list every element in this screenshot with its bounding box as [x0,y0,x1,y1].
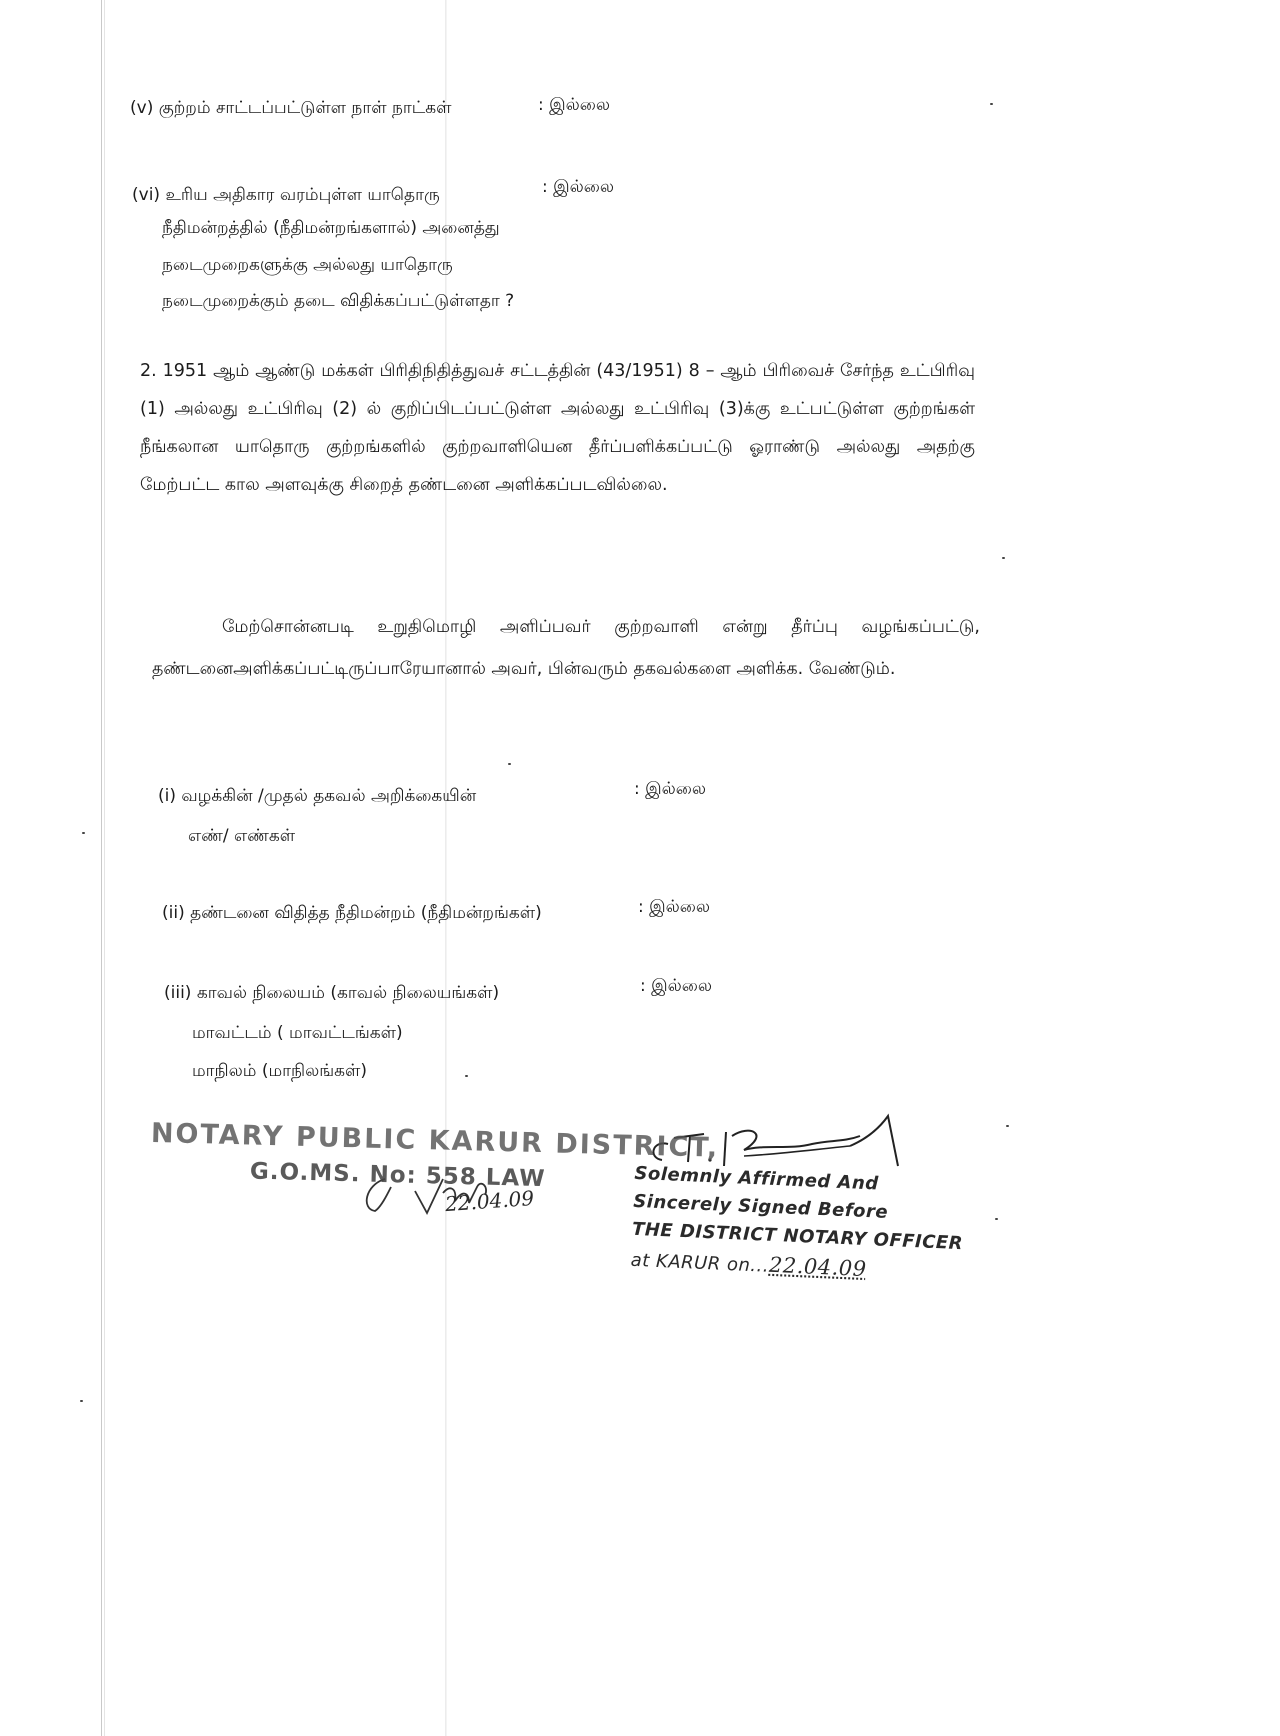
item-v-value: : இல்லை [538,95,610,115]
scan-speck [80,1400,83,1402]
scan-speck [990,103,993,105]
item-iii-line-2: மாவட்டம் ( மாவட்டங்கள்) [192,1023,403,1043]
notary-signature-date: 22.04.09 [444,1185,535,1217]
item-vi-line-3: நடைமுறைகளுக்கு அல்லது யாதொரு [162,255,453,275]
notary-public-stamp [149,1106,720,1238]
item-i-line-2: எண்/ எண்கள் [188,826,296,846]
scan-speck [508,763,511,765]
affirmation-stamp-line-2: Sincerely Signed Before [632,1190,889,1223]
item-iii-label: (iii) காவல் நிலையம் (காவல் நிலையங்கள்) [164,983,500,1003]
item-i-label: (i) வழக்கின் /முதல் தகவல் அறிக்கையின் [158,786,477,806]
affirmation-stamp [629,1163,964,1307]
affirmation-stamp-line-3: THE DISTRICT NOTARY OFFICER [631,1218,964,1255]
affirmation-stamp-line-4: at KARUR on... [630,1249,770,1277]
scan-edge-line [104,0,105,1736]
scan-speck [995,1218,998,1220]
affirmation-date: 22.04.09 [768,1252,868,1282]
affirmation-stamp-line-1: Solemnly Affirmed And [634,1162,880,1195]
scan-speck [1002,557,1005,559]
item-iii-line-3: மாநிலம் (மாநிலங்கள்) [192,1061,367,1081]
scan-edge-line [101,0,102,1736]
scan-speck [1006,1125,1009,1127]
paragraph-2: 2. 1951 ஆம் ஆண்டு மக்கள் பிரிதிநிதித்துவச் சட்டத்தின் (43/1951) 8 – ஆம் பிரிவைச் சேர்ந்த உட்பிரிவு (1) அல்லது உட்பிரிவு (2) ல் குறிப்பிடப்பட்டுள்ள அல்லது உட்பிரிவு (3)க்கு உட்பட்டுள்ள குற்றங்கள் நீங்கலான யாதொரு குற்றங்களில் குற்றவாளியென தீர்ப்பளிக்கப்பட்டு ஓராண்டு அல்லது அதற்கு மேற்பட்ட கால அளவுக்கு சிறைத் தண்டனை அளிக்கப்படவில்லை. [140,361,975,495]
notary-stamp-line-2: G.O.MS. No: 558 LAW [249,1158,546,1193]
item-iii-value: : இல்லை [640,976,712,996]
item-i-value: : இல்லை [634,779,706,799]
item-vi-value: : இல்லை [542,177,614,197]
item-ii-label: (ii) தண்டனை விதித்த நீதிமன்றம் (நீதிமன்றங்கள்) [162,903,542,923]
item-vi-line-4: நடைமுறைக்கும் தடை விதிக்கப்பட்டுள்ளதா ? [162,291,515,311]
item-vi-label: (vi) உரிய அதிகார வரம்புள்ள யாதொரு [132,185,440,205]
notary-stamp-line-1: NOTARY PUBLIC KARUR DISTRICT, [150,1117,720,1164]
paragraph-3: மேற்சொன்னபடி உறுதிமொழி அளிப்பவர் குற்றவாளி என்று தீர்ப்பு வழங்கப்பட்டு, தண்டனைஅளிக்கப்பட்டிருப்பாரேயானால் அவர், பின்வரும் தகவல்களை அளிக்க. வேண்டும். [152,617,980,679]
scan-speck [82,832,85,834]
item-v-label: (v) குற்றம் சாட்டப்பட்டுள்ள நாள் நாட்கள் [130,98,452,118]
scan-speck [465,1075,468,1077]
item-ii-value: : இல்லை [638,897,710,917]
item-vi-line-2: நீதிமன்றத்தில் (நீதிமன்றங்களால்) அனைத்து [162,218,500,238]
